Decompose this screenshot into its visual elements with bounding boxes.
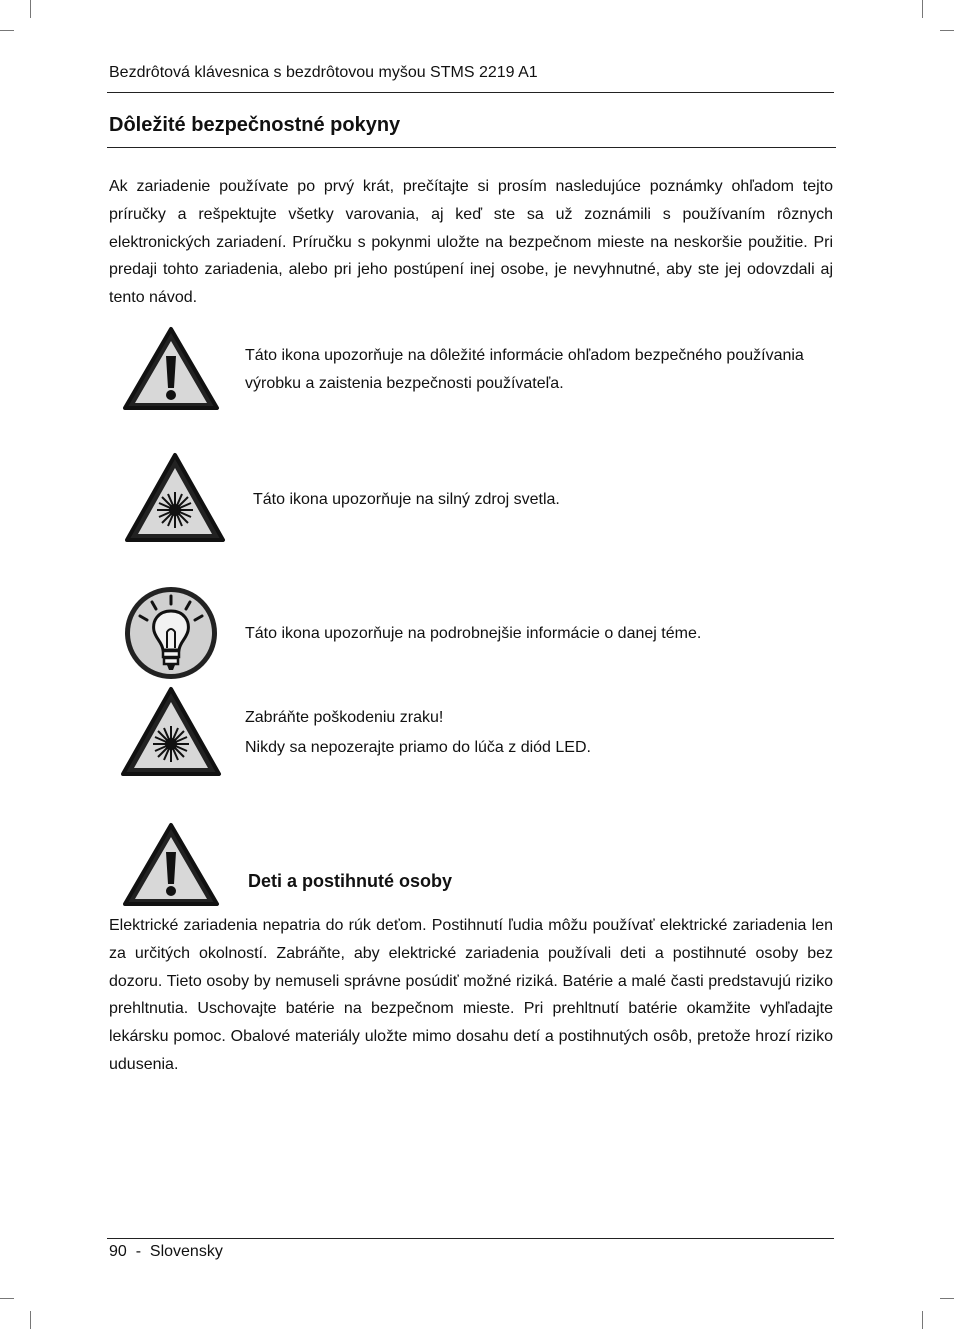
intro-paragraph: Ak zariadenie používate po prvý krát, prečítajte si prosím nasledujúce poznámky ohľadom tejto príručky a rešpektujte všetky varovania, aj keď ste sa už zoznámili s používaním rôznych elektronických zariadení. Príručku s pokynmi uložte na bezpečnom mieste na neskoršie použitie. Pri predaji tohto zariadenia, alebo pri jeho postúpení inej osobe, je nevyhnutné, aby ste jej odovzdali aj tento návod. xyxy=(109,178,833,307)
icon-description: Táto ikona upozorňuje na dôležité informácie ohľadom bezpečného používania výrobku a zaistenia bezpečnosti používateľa. xyxy=(245,347,804,392)
running-header: Bezdrôtová klávesnica s bezdrôtovou myšou STMS 2219 A1 xyxy=(109,64,538,81)
bright-light-warning-icon xyxy=(120,686,222,778)
icon-description: Táto ikona upozorňuje na silný zdroj svetla. xyxy=(253,491,560,508)
crop-mark xyxy=(940,30,954,31)
crop-mark xyxy=(922,1311,923,1329)
crop-mark xyxy=(0,1298,14,1299)
footer-rule xyxy=(107,1238,834,1239)
crop-mark xyxy=(0,30,14,31)
crop-mark xyxy=(922,0,923,18)
warning-exclamation-icon xyxy=(122,822,220,908)
lightbulb-info-icon xyxy=(122,584,220,682)
crop-mark xyxy=(940,1298,954,1299)
warning-exclamation-icon xyxy=(122,326,220,412)
eye-warning-line1: Zabráňte poškodeniu zraku! xyxy=(245,709,444,726)
section-title: Dôležité bezpečnostné pokyny xyxy=(109,114,401,136)
bright-light-warning-icon xyxy=(124,452,226,544)
eye-warning-line2: Nikdy sa nepozerajte priamo do lúča z diód LED. xyxy=(245,739,591,756)
section-title-rule xyxy=(107,147,836,148)
page-footer: 90 - Slovensky xyxy=(109,1243,223,1260)
crop-mark xyxy=(30,0,31,18)
crop-mark xyxy=(30,1311,31,1329)
children-paragraph: Elektrické zariadenia nepatria do rúk deťom. Postihnutí ľudia môžu používať elektrické zariadenia len za určitých okolností. Zabráňte, aby elektrické zariadenia používali deti a postihnuté osoby bez dozoru. Tieto osoby by nemuseli správne posúdiť možné riziká. Batérie a malé časti predstavujú riziko prehltnutia. Uschovajte batérie na bezpečnom mieste. Pri prehltnutí batérie okamžite vyhľadajte lekársku pomoc. Obalové materiály uložte mimo dosahu detí a postihnutých osôb, pretože hrozí riziko udusenia. xyxy=(109,917,833,1073)
header-rule xyxy=(107,92,834,93)
subsection-title: Deti a postihnuté osoby xyxy=(248,871,453,891)
icon-description: Táto ikona upozorňuje na podrobnejšie informácie o danej téme. xyxy=(245,625,702,642)
